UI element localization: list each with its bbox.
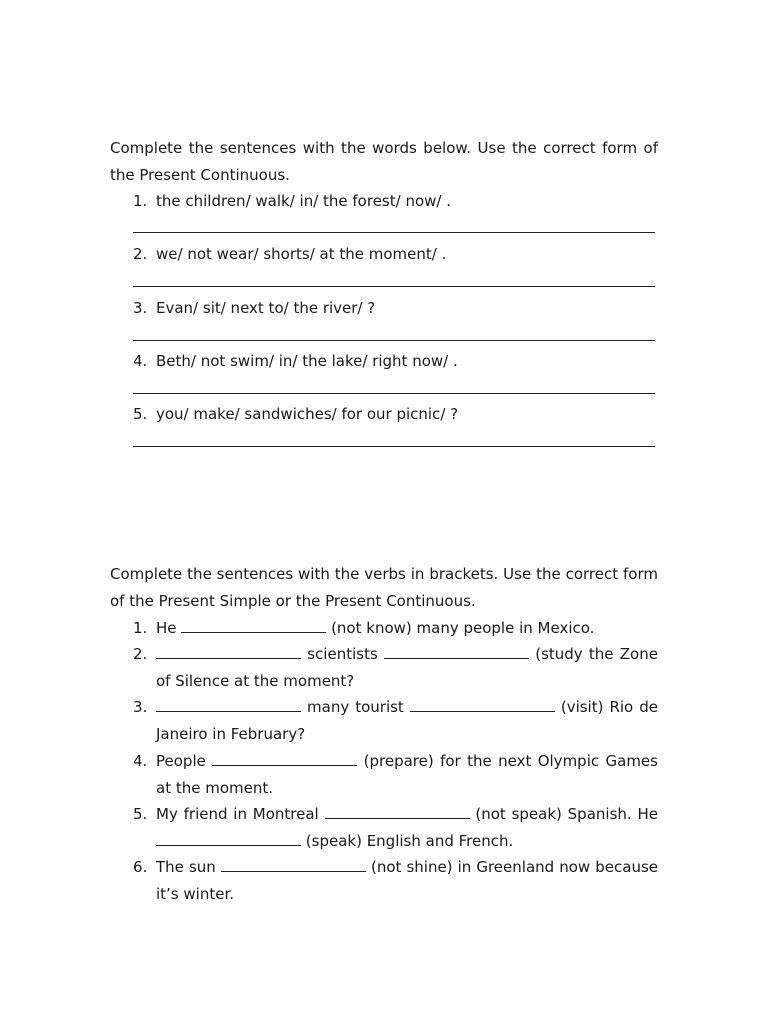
answer-blank[interactable]: [384, 646, 529, 659]
section1-item-4: [133, 348, 658, 375]
item-number: 1.: [133, 619, 148, 637]
item-number: 4.: [133, 752, 148, 770]
item-sentence: [156, 641, 658, 694]
section1-item-5: [133, 401, 658, 428]
item-number: 5.: [133, 805, 148, 823]
item-sentence: [156, 748, 658, 801]
item-number: 5.: [133, 405, 148, 423]
answer-line-2[interactable]: [133, 286, 655, 287]
answer-line-1[interactable]: [133, 232, 655, 233]
item-sentence: [156, 854, 658, 907]
item-prompt: we/ not wear/ shorts/ at the moment/ .: [156, 245, 447, 263]
sentence-part: (speak) English and French.: [305, 831, 514, 850]
item-prompt: you/ make/ sandwiches/ for our picnic/ ?: [156, 405, 459, 423]
sentence-part: many tourist: [307, 698, 404, 716]
item-number: 3.: [133, 698, 148, 716]
sentence-part: The sun: [156, 858, 216, 876]
answer-line-5[interactable]: [133, 446, 655, 447]
section2-item-1: [133, 615, 658, 642]
item-prompt: Beth/ not swim/ in/ the lake/ right now/ .: [156, 352, 458, 370]
sentence-part: (not shine) in Greenland now because it’s winter.: [156, 858, 658, 903]
sentence-part: (prepare) for the next Olympic Games at the moment.: [156, 752, 658, 797]
section1-item-2: [133, 241, 658, 268]
sentence-part: He: [637, 805, 658, 823]
section1-item-1: [133, 188, 658, 215]
answer-blank[interactable]: [156, 833, 301, 846]
answer-blank[interactable]: [212, 753, 357, 766]
item-prompt: the children/ walk/ in/ the forest/ now/ .: [156, 192, 451, 210]
sentence-part: (study the Zone of Silence at the moment?: [156, 645, 658, 690]
section2-item-3: [133, 694, 658, 747]
answer-blank[interactable]: [410, 699, 555, 712]
answer-line-4[interactable]: [133, 393, 655, 394]
sentence-part: scientists: [307, 645, 378, 663]
answer-blank[interactable]: [181, 620, 326, 633]
sentence-part: My friend in Montreal: [156, 805, 319, 823]
item-number: 1.: [133, 192, 148, 210]
item-sentence: [156, 615, 658, 642]
section2-item-4: [133, 748, 658, 801]
answer-blank[interactable]: [325, 806, 470, 819]
section2-instruction: Complete the sentences with the verbs in brackets. Use the correct form of the Present Simple or the Present Continuous.: [110, 565, 658, 610]
item-number: 2.: [133, 645, 148, 663]
sentence-part: He: [156, 619, 177, 637]
item-prompt: Evan/ sit/ next to/ the river/ ?: [156, 299, 376, 317]
answer-line-3[interactable]: [133, 340, 655, 341]
item-sentence: [156, 801, 658, 854]
section1-item-3: [133, 295, 658, 322]
sentence-part: (not speak) Spanish.: [475, 805, 632, 823]
section2-item-6: [133, 854, 658, 907]
item-number: 3.: [133, 299, 148, 317]
section1-instruction: Complete the sentences with the words below. Use the correct form of the Present Continuous.: [110, 139, 658, 184]
section2-item-2: [133, 641, 658, 694]
item-number: 4.: [133, 352, 148, 370]
item-number: 6.: [133, 858, 148, 876]
sentence-part: (not know) many people in Mexico.: [331, 619, 595, 637]
section2-item-5: [133, 801, 658, 854]
sentence-part: People: [156, 752, 206, 770]
answer-blank[interactable]: [156, 646, 301, 659]
answer-blank[interactable]: [221, 859, 366, 872]
answer-blank[interactable]: [156, 699, 301, 712]
item-number: 2.: [133, 245, 148, 263]
sentence-part: (visit) Rio de Janeiro in February?: [156, 698, 658, 743]
item-sentence: [156, 694, 658, 747]
